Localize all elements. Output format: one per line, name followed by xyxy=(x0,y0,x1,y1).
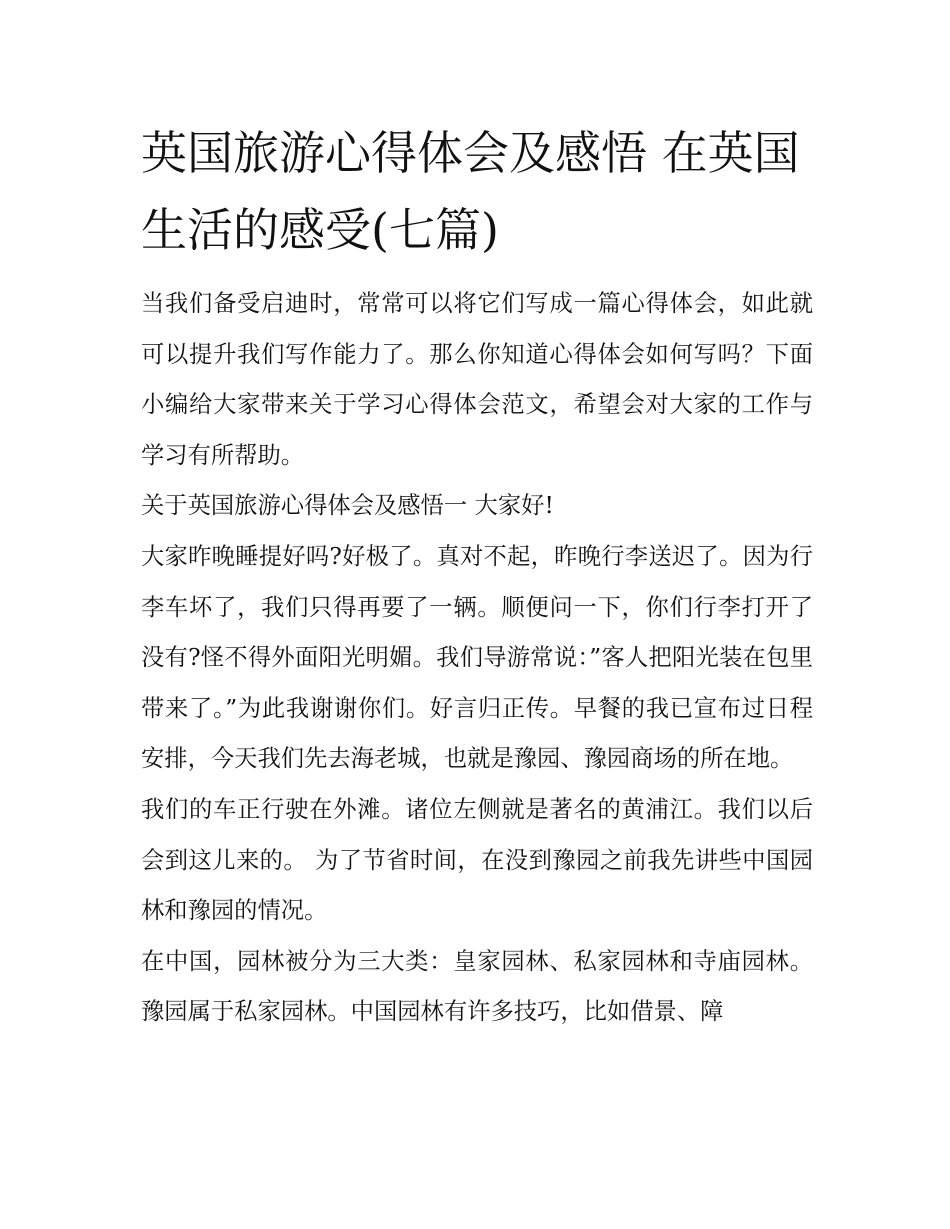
document-body xyxy=(141,115,813,1038)
paragraph-greeting: 大家昨晚睡提好吗?好极了。真对不起，昨晚行李送迟了。因为行李车坏了，我们只得再要了一辆。顺便问一下，你们行李打开了没有?怪不得外面阳光明媚。我们导游常说：”客人把阳光装在包里带来了。”为此我谢谢你们。好言归正传。早餐的我已宣布过日程安排，今天我们先去海老城，也就是豫园、豫园商场的所在地。 xyxy=(141,542,813,773)
document-title: 英国旅游心得体会及感悟 在英国生活的感受(七篇) xyxy=(141,126,800,257)
paragraph-gardens: 在中国，园林被分为三大类：皇家园林、私家园林和寺庙园林。豫园属于私家园林。中国园林有许多技巧，比如借景、障 xyxy=(141,947,813,1026)
paragraph-intro: 当我们备受启迪时，常常可以将它们写成一篇心得体会，如此就可以提升我们写作能力了。那么你知道心得体会如何写吗？下面小编给大家带来关于学习心得体会范文，希望会对大家的工作与学习有所帮助。 xyxy=(141,290,813,469)
paragraph-section-heading: 关于英国旅游心得体会及感悟一 大家好! xyxy=(141,492,554,520)
paragraph-bund: 我们的车正行驶在外滩。诸位左侧就是著名的黄浦江。我们以后会到这儿来的。 为了节省时间，在没到豫园之前我先讲些中国园林和豫园的情况。 xyxy=(141,795,813,925)
